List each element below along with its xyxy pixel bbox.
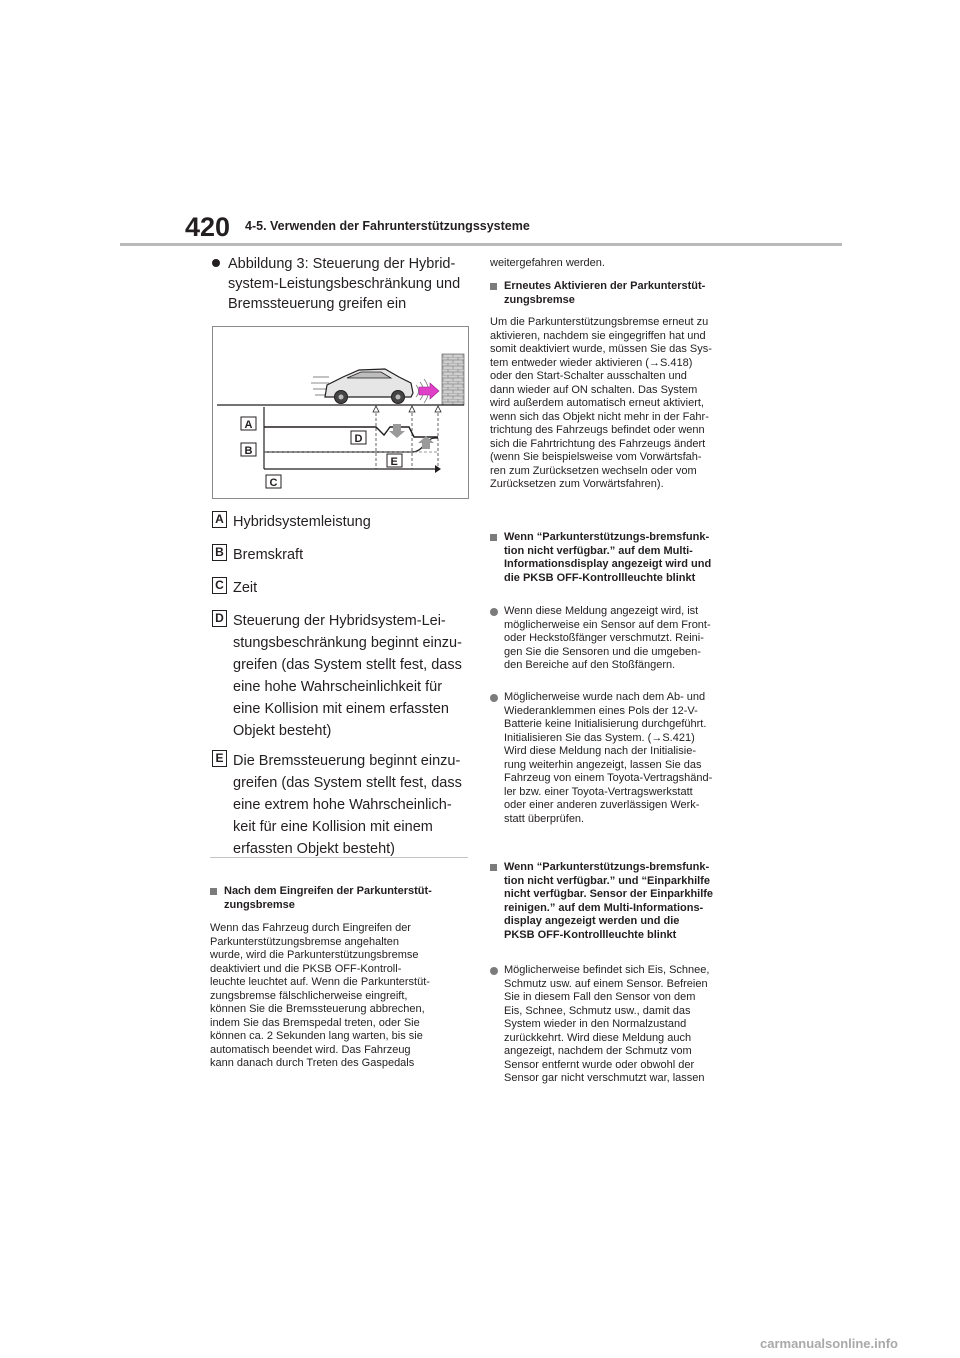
note-body-erneutes-aktivieren xyxy=(490,316,755,492)
note3-item-1 xyxy=(490,605,755,675)
note4-item-1 xyxy=(490,964,755,1089)
heading-line: Wenn “Parkunterstützungs-bremsfunk- xyxy=(504,531,710,543)
item-text xyxy=(504,605,711,673)
body-line: dann wieder auf ON schalten. Das System xyxy=(490,383,698,396)
item-line: System wieder in den Normalzustand xyxy=(504,1018,687,1030)
note-heading-text xyxy=(504,861,713,942)
legend-text xyxy=(233,511,477,533)
body-line: sich die Fahrtrichtung des Fahrzeugs ändert xyxy=(490,437,706,450)
figure-key-c: C xyxy=(269,477,278,489)
figure-key-d: D xyxy=(354,433,363,445)
note-heading-pksb-nicht-verfuegbar xyxy=(490,531,752,589)
item-line: Sensor entfernt wurde oder obwohl der xyxy=(504,1058,695,1071)
body-line: zungsbremse fälschlicherweise eingreift, xyxy=(210,989,408,1002)
heading-line: Nach dem Eingreifen der Parkunterstüt- xyxy=(224,885,432,897)
intro-text xyxy=(228,254,478,314)
square-bullet-icon xyxy=(490,283,497,290)
legend-line: eine hohe Wahrscheinlichkeit für xyxy=(233,679,443,695)
body-line: Wenn das Fahrzeug durch Eingreifen der xyxy=(210,922,411,934)
legend-key: D xyxy=(212,610,227,627)
legend-line: Zeit xyxy=(233,580,258,596)
item-text xyxy=(504,964,709,1086)
legend-text xyxy=(233,544,477,566)
note-heading-text xyxy=(224,885,432,912)
item-line: Wiederanklemmen eines Pols der 12-V- xyxy=(504,704,698,717)
legend-line: Bremskraft xyxy=(233,547,304,563)
continuation-text: weitergefahren werden. xyxy=(490,257,605,269)
note3-item-2 xyxy=(490,691,755,829)
figure-key-b: B xyxy=(244,445,253,457)
body-line: wurde, wird die Parkunterstützungsbremse xyxy=(210,949,419,961)
legend-line: Hybridsystemleistung xyxy=(233,514,371,530)
heading-line: die PKSB OFF-Kontrollleuchte blinkt xyxy=(504,571,696,584)
bullet-dot-icon xyxy=(212,259,220,267)
legend-text xyxy=(233,750,477,860)
legend-text xyxy=(233,610,477,742)
circle-bullet-icon xyxy=(490,694,498,702)
legend-key: C xyxy=(212,577,227,594)
note-heading-nach-eingreifen xyxy=(210,885,470,915)
figure-key-boxes xyxy=(241,417,402,489)
body-line: aktivieren, nachdem sie eingegriffen hat und xyxy=(490,329,706,342)
body-line: indem Sie das Bremspedal treten, oder Sie xyxy=(210,1016,420,1029)
braking-diagram-figure xyxy=(212,326,469,499)
body-line: ren zum Zurücksetzen wechseln oder vom xyxy=(490,464,697,477)
legend-line: stungsbeschränkung beginnt einzu- xyxy=(233,635,462,651)
item-line: Sensor gar nicht verschmutzt war, lassen xyxy=(504,1072,705,1084)
square-bullet-icon xyxy=(210,888,217,895)
down-arrow-icon xyxy=(389,424,405,438)
item-line: Fahrzeug von einem Toyota-Vertragshänd- xyxy=(504,772,713,784)
intro-line: Bremssteuerung greifen ein xyxy=(228,296,407,312)
item-line: angezeigt, nachdem der Schmutz vom xyxy=(504,1045,692,1057)
item-line: ler bzw. einer Toyota-Vertragswerkstatt xyxy=(504,785,693,798)
body-line: wenn sich das Objekt nicht mehr in der Fahr- xyxy=(490,410,709,423)
item-line: Initialisieren Sie das System. (→S.421) xyxy=(504,731,695,744)
body-line: (wenn Sie beispielsweise vom Vorwärtsfah- xyxy=(490,451,702,463)
body-line: wird außerdem automatisch erneut aktiviert, xyxy=(490,397,704,409)
legend-line: eine extrem hohe Wahrscheinlich- xyxy=(233,797,452,813)
body-line: kann danach durch Treten des Gaspedals xyxy=(210,1057,415,1069)
legend-key: E xyxy=(212,750,227,767)
item-line: Sie in diesem Fall den Sensor von dem xyxy=(504,991,696,1003)
heading-line: Erneutes Aktivieren der Parkunterstüt- xyxy=(504,280,706,292)
item-line: möglicherweise ein Sensor auf dem Front- xyxy=(504,618,711,631)
heading-line: Informationsdisplay angezeigt wird und xyxy=(504,558,712,570)
body-line: Zurücksetzen zum Vorwärtsfahren). xyxy=(490,478,664,490)
legend-line: erfassten Objekt besteht) xyxy=(233,841,395,857)
section-divider xyxy=(210,857,468,858)
body-line: trichtung des Fahrzeugs befindet oder wenn xyxy=(490,424,705,436)
body-line: Parkunterstützungsbremse angehalten xyxy=(210,935,399,948)
body-line: deaktiviert und die PKSB OFF-Kontroll- xyxy=(210,962,402,975)
legend-line: greifen (das System stellt fest, dass xyxy=(233,657,462,673)
watermark-link[interactable]: carmanualsonline.info xyxy=(760,1336,898,1351)
legend-line: eine Kollision mit einem erfassten xyxy=(233,701,449,717)
marker-arrowheads xyxy=(373,406,441,412)
note-heading-text xyxy=(504,531,711,585)
circle-bullet-icon xyxy=(490,608,498,616)
body-line: können ca. 2 Sekunden lang warten, bis sie xyxy=(210,1030,423,1042)
body-line: tem entweder wieder aktivieren (→S.418) xyxy=(490,356,693,369)
figure-key-a: A xyxy=(244,419,253,431)
page-number: 420 xyxy=(185,212,231,242)
item-line: rung weiterhin angezeigt, lassen Sie das xyxy=(504,758,702,771)
header-rule xyxy=(120,243,842,246)
heading-line: zungsbremse xyxy=(504,293,575,306)
item-line: Schmutz usw. auf einem Sensor. Befreien xyxy=(504,977,708,990)
note-heading-erneutes-aktivieren xyxy=(490,280,752,310)
body-line: leuchte leuchtet auf. Wenn die Parkunterstüt- xyxy=(210,976,430,988)
x-axis-arrowhead xyxy=(435,465,441,473)
square-bullet-icon xyxy=(490,534,497,541)
item-line: Möglicherweise befindet sich Eis, Schnee, xyxy=(504,964,710,976)
intro-line: system-Leistungsbeschränkung und xyxy=(228,276,461,292)
item-line: statt überprüfen. xyxy=(504,812,585,825)
heading-line: reinigen.” auf dem Multi-Informations- xyxy=(504,901,704,914)
intro-line: Abbildung 3: Steuerung der Hybrid- xyxy=(228,256,456,272)
legend-key: A xyxy=(212,511,227,528)
legend-line: Die Bremssteuerung beginnt einzu- xyxy=(233,753,461,769)
item-line: Wird diese Meldung nach der Initialisie- xyxy=(504,745,696,757)
up-arrow-icon xyxy=(418,436,434,449)
body-line: Um die Parkunterstützungsbremse erneut zu xyxy=(490,316,709,328)
heading-line: display angezeigt werden und die xyxy=(504,915,680,927)
item-line: oder Heckstoßfänger verschmutzt. Reini- xyxy=(504,632,704,644)
section-title: 4-5. Verwenden der Fahrunterstützungssysteme xyxy=(245,219,530,233)
legend-line: Steuerung der Hybridsystem-Lei- xyxy=(233,613,446,629)
circle-bullet-icon xyxy=(490,967,498,975)
body-line: somit deaktiviert wurde, müssen Sie das Sys- xyxy=(490,343,712,355)
heading-line: nicht verfügbar. Sensor der Einparkhilfe xyxy=(504,888,714,900)
item-line: Batterie keine Initialisierung durchgeführt. xyxy=(504,718,707,730)
heading-line: zungsbremse xyxy=(224,898,295,911)
note-heading-text xyxy=(504,280,705,307)
item-text xyxy=(504,691,712,826)
legend-line: Objekt besteht) xyxy=(233,723,332,739)
heading-line: Wenn “Parkunterstützungs-bremsfunk- xyxy=(504,861,710,873)
heading-line: tion nicht verfügbar.” auf dem Multi- xyxy=(504,544,693,557)
legend-line: greifen (das System stellt fest, dass xyxy=(233,775,462,791)
square-bullet-icon xyxy=(490,864,497,871)
figure-key-e: E xyxy=(390,456,398,468)
note-body-nach-eingreifen xyxy=(210,922,472,1071)
heading-line: tion nicht verfügbar.” und “Einparkhilfe xyxy=(504,874,710,887)
body-line: oder den Start-Schalter ausschalten und xyxy=(490,370,687,382)
braking-diagram-illustration xyxy=(213,327,468,498)
item-line: gen Sie die Sensoren und die umgeben- xyxy=(504,645,701,658)
item-line: Möglicherweise wurde nach dem Ab- und xyxy=(504,691,706,703)
item-line: Eis, Schnee, Schmutz usw., damit das xyxy=(504,1004,691,1017)
legend-line: keit für eine Kollision mit einem xyxy=(233,819,433,835)
item-line: den Bereiche auf den Stoßfängern. xyxy=(504,659,676,671)
note-heading-einparkhilfe-nicht-verfuegbar xyxy=(490,861,752,946)
heading-line: PKSB OFF-Kontrollleuchte blinkt xyxy=(504,928,677,941)
legend-key: B xyxy=(212,544,227,561)
legend-text xyxy=(233,577,477,599)
body-line: können Sie die Bremssteuerung abbrechen, xyxy=(210,1003,425,1015)
wall-icon xyxy=(442,354,464,405)
item-line: oder einer anderen zuverlässigen Werk- xyxy=(504,799,700,811)
car-icon xyxy=(325,369,413,404)
item-line: Wenn diese Meldung angezeigt wird, ist xyxy=(504,605,699,617)
item-line: zurückkehrt. Wird diese Meldung auch xyxy=(504,1031,692,1044)
body-line: automatisch beendet wird. Das Fahrzeug xyxy=(210,1043,411,1056)
